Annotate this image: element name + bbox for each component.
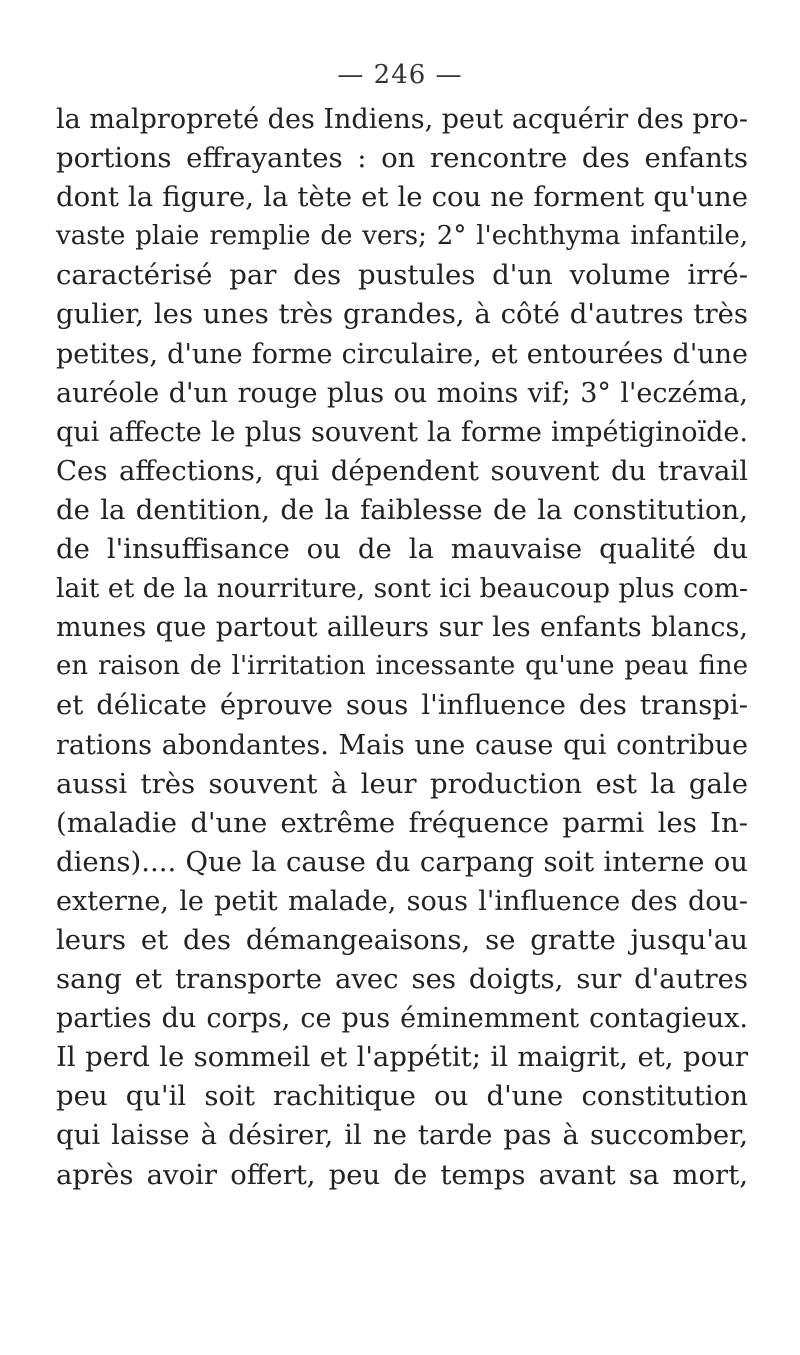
body-text xyxy=(56,100,748,1195)
text-line: leurs et des démangeaisons, se gratte jusqu'au xyxy=(56,923,748,956)
text-line: auréole d'un rouge plus ou moins vif; 3° l'eczéma, xyxy=(56,377,748,409)
text-line: dont la figure, la tète et le cou ne forment qu'une xyxy=(56,181,748,214)
text-line: et délicate éprouve sous l'influence des transpi- xyxy=(56,689,748,722)
text-line: sang et transporte avec ses doigts, sur d'autres xyxy=(56,963,748,996)
text-line: externe, le petit malade, sous l'influence des dou- xyxy=(56,885,748,917)
text-line: vaste plaie remplie de vers; 2° l'echthyma infantile, xyxy=(56,221,748,252)
text-line: de l'insuffisance ou de la mauvaise qualité du xyxy=(56,533,748,566)
page-number: — 246 — xyxy=(337,60,463,90)
text-line: (maladie d'une extrême fréquence parmi les In- xyxy=(56,806,748,839)
text-line: Ces affections, qui dépendent souvent du travail xyxy=(56,454,748,487)
text-line: Il perd le sommeil et l'appétit; il maigrit, et, pour xyxy=(56,1041,748,1074)
text-line: en raison de l'irritation incessante qu'une peau fine xyxy=(56,651,748,682)
text-line: petites, d'une forme circulaire, et entourées d'une xyxy=(56,338,748,370)
text-line: gulier, les unes très grandes, à côté d'autres très xyxy=(56,298,748,331)
text-line: qui affecte le plus souvent la forme impétiginoïde. xyxy=(56,416,748,448)
text-line: portions effrayantes : on rencontre des enfants xyxy=(56,142,748,175)
text-line: diens).... Que la cause du carpang soit interne ou xyxy=(56,845,748,878)
text-line: caractérisé par des pustules d'un volume irré- xyxy=(56,259,748,292)
text-line: rations abondantes. Mais une cause qui contribue xyxy=(56,729,748,761)
text-line: qui laisse à désirer, il ne tarde pas à succomber, xyxy=(56,1119,748,1152)
text-line: après avoir offert, peu de temps avant sa mort, xyxy=(56,1158,748,1191)
text-line: parties du corps, ce pus éminemment contagieux. xyxy=(56,1003,748,1035)
text-line: lait et de la nourriture, sont ici beaucoup plus com- xyxy=(56,573,748,605)
text-line: de la dentition, de la faiblesse de la constitution, xyxy=(56,493,748,526)
text-line: munes que partout ailleurs sur les enfants blancs, xyxy=(56,612,748,644)
text-line: la malpropreté des Indiens, peut acquérir des pro- xyxy=(56,104,748,135)
text-line: aussi très souvent à leur production est la gale xyxy=(56,767,748,800)
text-line: peu qu'il soit rachitique ou d'une constitution xyxy=(56,1080,748,1113)
